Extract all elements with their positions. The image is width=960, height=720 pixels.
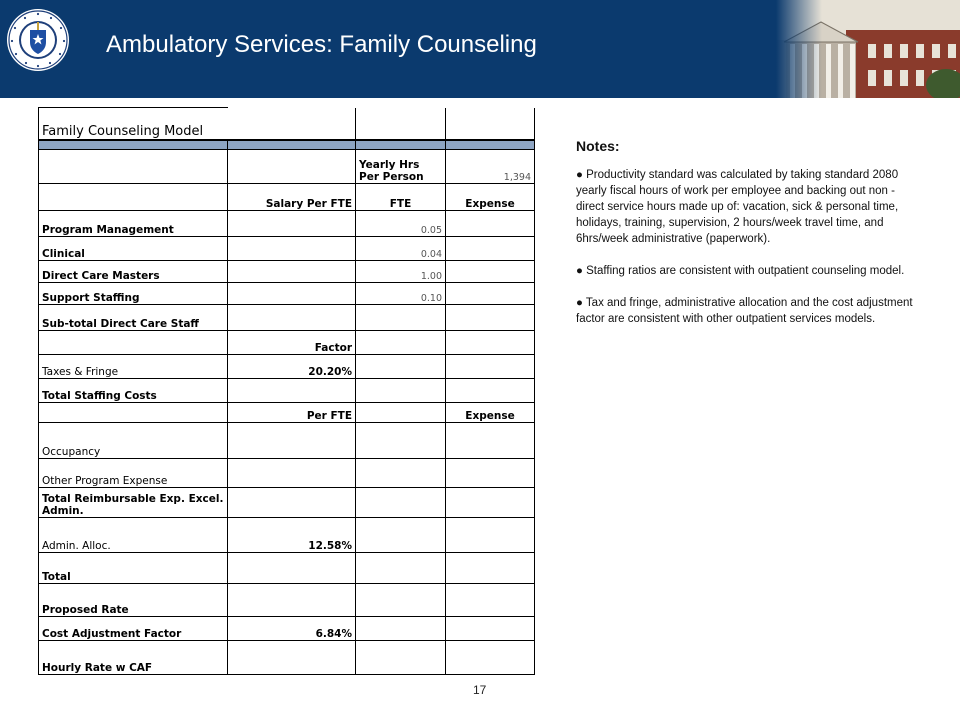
band-cell <box>356 140 446 150</box>
empty-cell <box>356 403 446 423</box>
note-item: ● Tax and fringe, administrative allocation and the cost adjustment factor are consistent with other outpatient services models. <box>576 297 913 325</box>
row-label: Clinical <box>39 237 228 261</box>
total-staffing-label: Total Staffing Costs <box>39 379 228 403</box>
row-label: Direct Care Masters <box>39 261 228 283</box>
factor-header: Factor <box>228 331 356 355</box>
model-title: Family Counseling Model <box>39 108 228 140</box>
salary-cell <box>228 237 356 261</box>
empty-cell <box>446 617 535 641</box>
slide-header <box>0 0 960 98</box>
empty-cell <box>446 108 535 140</box>
admin-alloc-value: 12.58% <box>228 518 356 553</box>
salary-cell <box>228 261 356 283</box>
fte-cell: 0.10 <box>356 283 446 305</box>
salary-cell <box>228 283 356 305</box>
empty-cell <box>39 331 228 355</box>
taxes-fringe-value: 20.20% <box>228 355 356 379</box>
page-number: 17 <box>473 683 487 697</box>
total-label: Total <box>39 553 228 584</box>
empty-cell <box>228 459 356 488</box>
total-reimbursable-label: Total Reimbursable Exp. Excel. Admin. <box>39 488 228 518</box>
empty-cell <box>228 584 356 617</box>
subtotal-label: Sub-total Direct Care Staff <box>39 305 228 331</box>
massachusetts-seal-icon <box>6 8 70 72</box>
cost-adjustment-label: Cost Adjustment Factor <box>39 617 228 641</box>
yearly-hrs-value: 1,394 <box>446 150 535 184</box>
empty-cell <box>228 305 356 331</box>
per-fte-header: Per FTE <box>228 403 356 423</box>
empty-cell <box>446 331 535 355</box>
admin-alloc-label: Admin. Alloc. <box>39 518 228 553</box>
empty-cell <box>356 423 446 459</box>
empty-cell <box>39 403 228 423</box>
occupancy-label: Occupancy <box>39 423 228 459</box>
expense-cell <box>446 237 535 261</box>
empty-cell <box>446 518 535 553</box>
empty-cell <box>356 553 446 584</box>
empty-cell <box>446 488 535 518</box>
empty-cell <box>446 553 535 584</box>
slide-title: Ambulatory Services: Family Counseling <box>106 31 537 58</box>
row-label: Support Staffing <box>39 283 228 305</box>
empty-cell <box>356 108 446 140</box>
empty-cell <box>228 641 356 675</box>
col-fte-header: FTE <box>356 184 446 211</box>
band-cell <box>39 140 228 150</box>
empty-cell <box>39 184 228 211</box>
empty-cell <box>446 459 535 488</box>
empty-cell <box>356 331 446 355</box>
note-item: ● Productivity standard was calculated by taking standard 2080 yearly fiscal hours of work per employee and backing out non -direct service hours made up of: vacation, sick & personal time, holidays, training, supervision, 2 hours/week travel time, and 6hrs/week administrative (paperwork). <box>576 169 899 245</box>
fte-cell: 1.00 <box>356 261 446 283</box>
expense-cell <box>446 261 535 283</box>
proposed-rate-label: Proposed Rate <box>39 584 228 617</box>
fte-cell: 0.05 <box>356 211 446 237</box>
empty-cell <box>356 379 446 403</box>
empty-cell <box>228 379 356 403</box>
state-house-building-image <box>776 0 960 98</box>
cost-adjustment-value: 6.84% <box>228 617 356 641</box>
empty-cell <box>356 355 446 379</box>
empty-cell <box>446 423 535 459</box>
empty-cell <box>356 459 446 488</box>
taxes-fringe-label: Taxes & Fringe <box>39 355 228 379</box>
expense-cell <box>446 211 535 237</box>
empty-cell <box>228 423 356 459</box>
empty-cell <box>39 150 228 184</box>
empty-cell <box>356 488 446 518</box>
empty-cell <box>446 641 535 675</box>
empty-cell <box>228 488 356 518</box>
hourly-rate-label: Hourly Rate w CAF <box>39 641 228 675</box>
empty-cell <box>356 641 446 675</box>
col-salary-header: Salary Per FTE <box>228 184 356 211</box>
empty-cell <box>228 553 356 584</box>
yearly-hrs-label: Yearly Hrs Per Person <box>356 150 446 184</box>
fte-cell: 0.04 <box>356 237 446 261</box>
empty-cell <box>228 108 356 140</box>
band-cell <box>228 140 356 150</box>
empty-cell <box>356 305 446 331</box>
other-program-label: Other Program Expense <box>39 459 228 488</box>
empty-cell <box>356 617 446 641</box>
empty-cell <box>446 305 535 331</box>
expense-cell <box>446 283 535 305</box>
notes-panel <box>576 138 921 343</box>
notes-heading: Notes: <box>576 138 620 154</box>
salary-cell <box>228 211 356 237</box>
empty-cell <box>446 584 535 617</box>
family-counseling-model-table <box>38 107 535 675</box>
empty-cell <box>446 379 535 403</box>
expense-header: Expense <box>446 403 535 423</box>
empty-cell <box>228 150 356 184</box>
empty-cell <box>446 355 535 379</box>
empty-cell <box>356 518 446 553</box>
empty-cell <box>356 584 446 617</box>
note-item: ● Staffing ratios are consistent with outpatient counseling model. <box>576 265 905 277</box>
col-expense-header: Expense <box>446 184 535 211</box>
band-cell <box>446 140 535 150</box>
row-label: Program Management <box>39 211 228 237</box>
